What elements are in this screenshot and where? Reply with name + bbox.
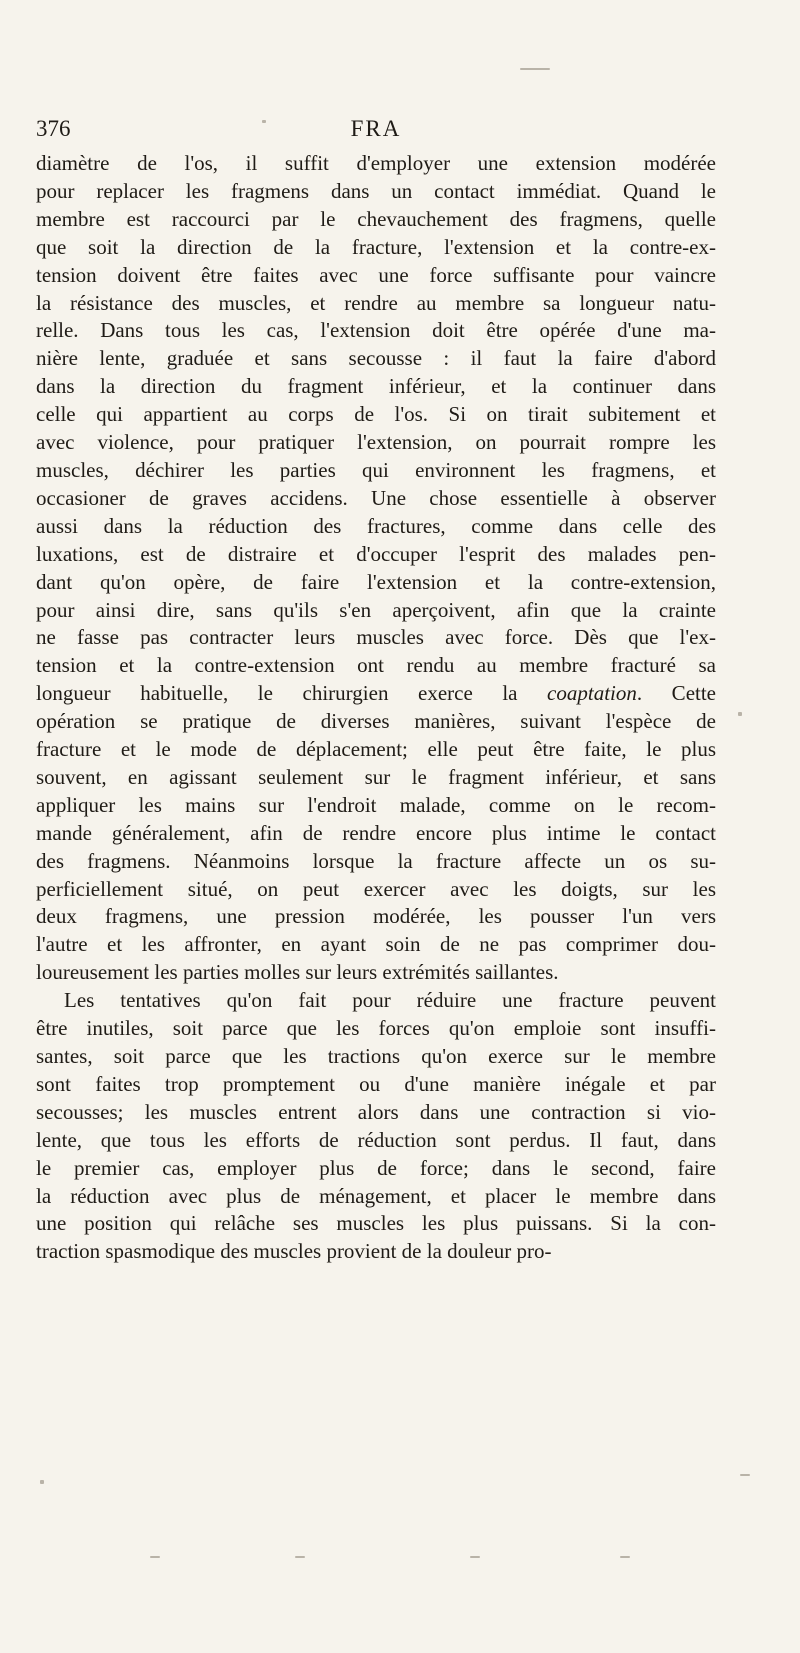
- text-line: relle. Dans tous les cas, l'extension doit être opérée d'une ma-: [36, 318, 716, 343]
- text-line: le premier cas, employer plus de force; dans le second, faire: [36, 1155, 716, 1180]
- running-head: FRA: [350, 116, 402, 141]
- print-speck: [295, 1556, 305, 1558]
- text-line: celle qui appartient au corps de l'os. Si on tirait subitement et: [36, 402, 716, 427]
- text-line: diamètre de l'os, il suffit d'employer une extension modérée: [36, 151, 716, 175]
- text-line: deux fragmens, une pression modérée, les pousser l'un vers: [36, 904, 716, 929]
- text-line: ne fasse pas contracter leurs muscles avec force. Dès que l'ex-: [36, 625, 716, 650]
- text-line: la résistance des muscles, et rendre au membre sa longueur natu-: [36, 290, 716, 315]
- print-speck: [520, 68, 550, 70]
- text-line: nière lente, graduée et sans secousse : il faut la faire d'abord: [36, 346, 716, 371]
- text-line: appliquer les mains sur l'endroit malade, comme on le recom-: [36, 792, 716, 817]
- print-speck: [740, 1474, 750, 1476]
- text-line: Les tentatives qu'on fait pour réduire une fracture peuvent: [64, 988, 716, 1013]
- text-line: l'autre et les affronter, en ayant soin de ne pas comprimer dou-: [36, 932, 716, 957]
- text-line: mande généralement, afin de rendre encore plus intime le contact: [36, 820, 716, 845]
- text-line: secousses; les muscles entrent alors dans une contraction si vio-: [36, 1099, 716, 1124]
- text-line: luxations, est de distraire et d'occuper l'esprit des malades pen-: [36, 541, 716, 566]
- text-line: santes, soit parce que les tractions qu'on exerce sur le membre: [36, 1044, 716, 1068]
- print-speck: [470, 1556, 480, 1558]
- print-speck: [738, 712, 742, 716]
- text-line: loureusement les parties molles sur leurs extrémités saillantes.: [36, 960, 559, 985]
- text-line: pour replacer les fragmens dans un contact immédiat. Quand le: [36, 178, 716, 203]
- text-line: être inutiles, soit parce que les forces qu'on emploie sont insuffi-: [36, 1016, 716, 1041]
- paragraph: [36, 987, 716, 1266]
- text-line: occasioner de graves accidens. Une chose essentielle à observer: [36, 485, 716, 510]
- body-text: [36, 150, 716, 1266]
- print-speck: [262, 120, 266, 123]
- text-line: longueur habituelle, le chirurgien exerce la coaptation. Cette: [36, 681, 716, 706]
- text-line: tension et la contre-extension ont rendu au membre fracturé sa: [36, 653, 716, 678]
- text-line: membre est raccourci par le chevauchement des fragmens, quelle: [36, 206, 716, 231]
- text-line: des fragmens. Néanmoins lorsque la fracture affecte un os su-: [36, 848, 716, 873]
- print-speck: [150, 1556, 160, 1558]
- text-line: perficiellement situé, on peut exercer avec les doigts, sur les: [36, 876, 716, 901]
- paragraph: [36, 150, 716, 987]
- print-speck: [620, 1556, 630, 1558]
- page-number: 376: [36, 116, 71, 141]
- text-line: sont faites trop promptement ou d'une manière inégale et par: [36, 1071, 716, 1096]
- text-line: souvent, en agissant seulement sur le fragment inférieur, et sans: [36, 764, 716, 789]
- text-line: une position qui relâche ses muscles les plus puissans. Si la con-: [36, 1211, 716, 1236]
- print-speck: [40, 1480, 44, 1484]
- text-line: aussi dans la réduction des fractures, comme dans celle des: [36, 513, 716, 538]
- text-line: la réduction avec plus de ménagement, et placer le membre dans: [36, 1183, 716, 1208]
- text-line: opération se pratique de diverses manières, suivant l'espèce de: [36, 709, 716, 734]
- text-line: avec violence, pour pratiquer l'extension, on pourrait rompre les: [36, 430, 716, 455]
- text-line: dant qu'on opère, de faire l'extension et la contre-extension,: [36, 569, 716, 594]
- text-line: dans la direction du fragment inférieur, et la continuer dans: [36, 374, 716, 399]
- page-header: [36, 116, 716, 148]
- text-line: que soit la direction de la fracture, l'extension et la contre-ex-: [36, 234, 716, 259]
- text-line: muscles, déchirer les parties qui environnent les fragmens, et: [36, 457, 716, 482]
- text-line: lente, que tous les efforts de réduction sont perdus. Il faut, dans: [36, 1127, 716, 1152]
- text-line: traction spasmodique des muscles provient de la douleur pro-: [36, 1239, 552, 1264]
- text-line: tension doivent être faites avec une force suffisante pour vaincre: [36, 262, 716, 287]
- text-line: fracture et le mode de déplacement; elle peut être faite, le plus: [36, 737, 716, 762]
- text-line: pour ainsi dire, sans qu'ils s'en aperçoivent, afin que la crainte: [36, 597, 716, 622]
